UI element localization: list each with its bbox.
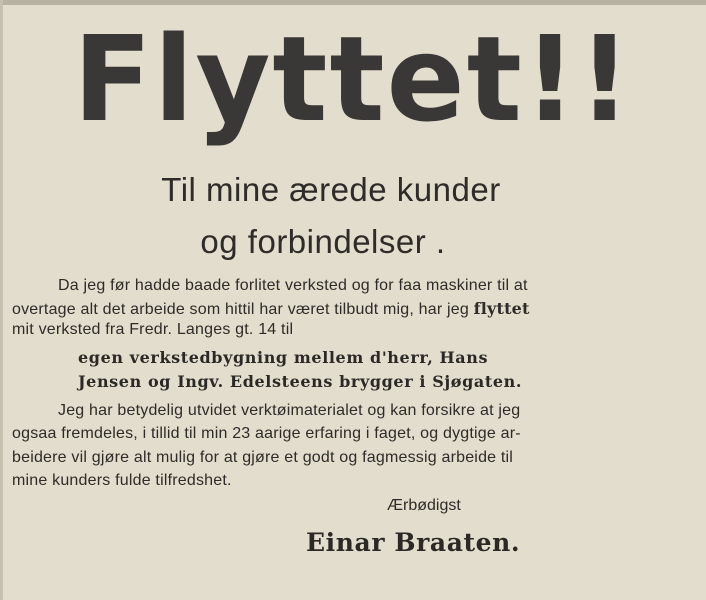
paragraph-2-line-4: mine kunders fulde tilfredshet.	[12, 472, 232, 489]
highlight-line-2: Jensen og Ingv. Edelsteens brygger i Sjøgaten.	[78, 372, 523, 391]
paragraph-1-line-3: mit verksted fra Fredr. Langes gt. 14 til	[12, 321, 294, 338]
headline: Flyttet!!	[73, 10, 633, 148]
paragraph-1-line-1: Da jeg før hadde baade forlitet verksted og for faa maskiner til at	[58, 277, 528, 294]
paragraph-2-line-2: ogsaa fremdeles, i tillid til min 23 aarige erfaring i faget, og dygtige ar-	[12, 425, 521, 442]
paragraph-1-line-2	[12, 299, 530, 320]
highlight-line-1: egen verkstedbygning mellem d'herr, Hans	[78, 348, 489, 367]
paragraph-1-line-2-text: overtage alt det arbeide som hittil har været tilbudt mig, har jeg	[12, 301, 474, 318]
signature: Einar Braaten.	[306, 528, 521, 557]
subheading-line-1: Til mine ærede kunder	[161, 171, 501, 208]
closing-salutation: Ærbødigst	[387, 497, 461, 514]
left-edge	[0, 0, 3, 600]
subheading-line-2: og forbindelser .	[200, 223, 446, 260]
paragraph-2-line-1: Jeg har betydelig utvidet verktøimaterialet og kan forsikre at jeg	[58, 402, 521, 419]
paragraph-2-line-3: beidere vil gjøre alt mulig for at gjøre et godt og fagmessig arbeide til	[12, 449, 514, 466]
flyttet-emphasis: flyttet	[473, 299, 530, 318]
